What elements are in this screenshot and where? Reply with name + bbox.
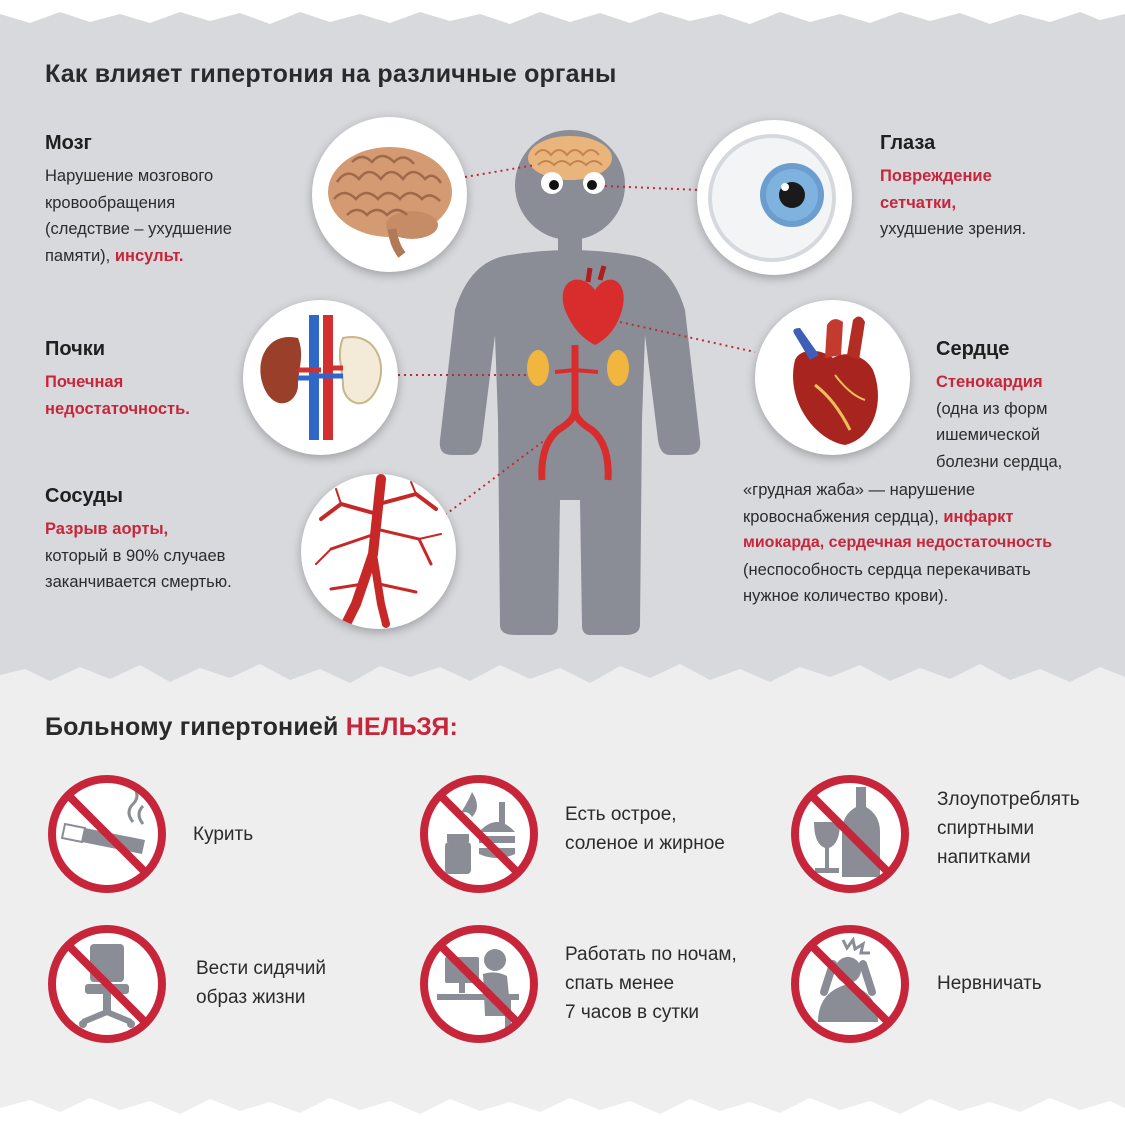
forbidden-item-smoking: Курить [193,824,254,845]
torn-edge-bottom [0,1090,1125,1130]
heart-description-bottom: «грудная жаба» — нарушение кровоснабжения сердца), инфаркт миокарда, сердечная недостаточность (неспособность сердца перекачивать нужное количество крови). [743,481,1053,605]
forbidden-title: Больному гипертонией НЕЛЬЗЯ: [45,713,459,741]
forbidden-item-sedentary: Вести сидячий образ жизни [196,958,326,1008]
eye-illustration [697,120,852,275]
brain-title: Мозг [45,132,92,154]
vessels-description: Разрыв аорты, который в 90% случаев заканчивается смертью. [45,520,232,591]
forbidden-item-night-work: Работать по ночам, спать менее 7 часов в сутки [565,944,737,1023]
office-chair-icon [45,922,169,1046]
tired-worker-icon [417,922,541,1046]
brain-illustration [312,117,467,272]
forbidden-item-nervous: Нервничать [937,973,1042,994]
mini-brain-icon [528,136,612,180]
page-title: Как влияет гипертония на различные органы [45,60,617,88]
heart-description-top: Стенокардия (одна из форм ишемической болезни сердца, [936,373,1063,471]
cigarette-icon [45,772,169,896]
eyes-description: Повреждение сетчатки, ухудшение зрения. [880,167,1027,238]
forbidden-item-alcohol: Злоупотреблять спиртными напитками [937,789,1080,868]
vessels-title: Сосуды [45,485,123,507]
heart-title: Сердце [936,338,1010,360]
blood-vessels-illustration [301,474,456,629]
food-icon [417,772,541,896]
heart-illustration [755,300,910,455]
brain-description: Нарушение мозгового кровообращения (следствие – ухудшение памяти), инсульт. [45,167,232,265]
forbidden-item-food: Есть острое, соленое и жирное [565,804,725,854]
human-figure [430,120,730,640]
kidneys-illustration [243,300,398,455]
torn-edge-top [0,0,1125,30]
kidneys-title: Почки [45,338,106,360]
kidneys-description: Почечная недостаточность. [45,373,190,418]
alcohol-icon [788,772,912,896]
torn-edge-middle [0,655,1125,705]
forbidden-section [0,690,1125,1130]
stress-icon [788,922,912,1046]
eyes-title: Глаза [880,132,936,154]
